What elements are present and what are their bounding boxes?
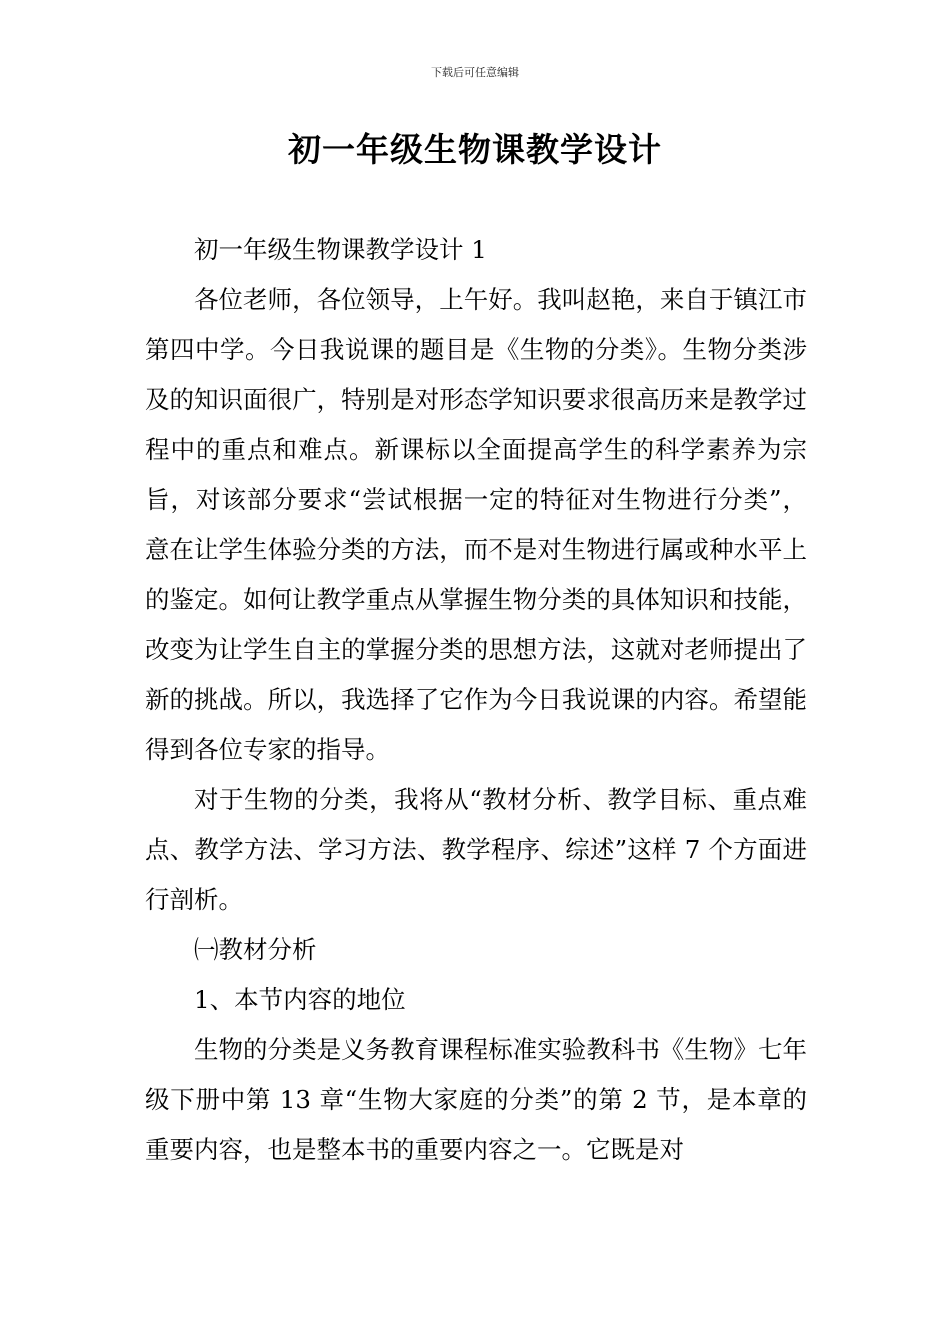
document-body bbox=[145, 225, 807, 1175]
paragraph-intro: 各位老师，各位领导，上午好。我叫赵艳，来自于镇江市第四中学。今日我说课的题目是《生物的分类》。生物分类涉及的知识面很广，特别是对形态学知识要求很高历来是教学过程中的重点和难点。新课标以全面提高学生的科学素养为宗旨，对该部分要求“尝试根据一定的特征对生物进行分类”，意在让学生体验分类的方法，而不是对生物进行属或种水平上的鉴定。如何让教学重点从掌握生物分类的具体知识和技能，改变为让学生自主的掌握分类的思想方法，这就对老师提出了新的挑战。所以，我选择了它作为今日我说课的内容。希望能得到各位专家的指导。 bbox=[145, 285, 807, 764]
paragraph-content: 生物的分类是义务教育课程标准实验教科书《生物》七年级下册中第 13 章“生物大家庭的分类”的第 2 节，是本章的重要内容，也是整本书的重要内容之一。它既是对 bbox=[145, 1035, 807, 1164]
subsection-item: 1、本节内容的地位 bbox=[194, 985, 406, 1014]
document-title: 初一年级生物课教学设计 bbox=[288, 130, 662, 169]
paragraph-outline: 对于生物的分类，我将从“教材分析、教学目标、重点难点、教学方法、学习方法、教学程序、综述”这样 7 个方面进行剖析。 bbox=[145, 785, 807, 914]
section-heading: 初一年级生物课教学设计 1 bbox=[194, 235, 487, 264]
subsection-heading: ㈠教材分析 bbox=[194, 935, 317, 964]
header-note: 下载后可任意编辑 bbox=[431, 66, 519, 79]
